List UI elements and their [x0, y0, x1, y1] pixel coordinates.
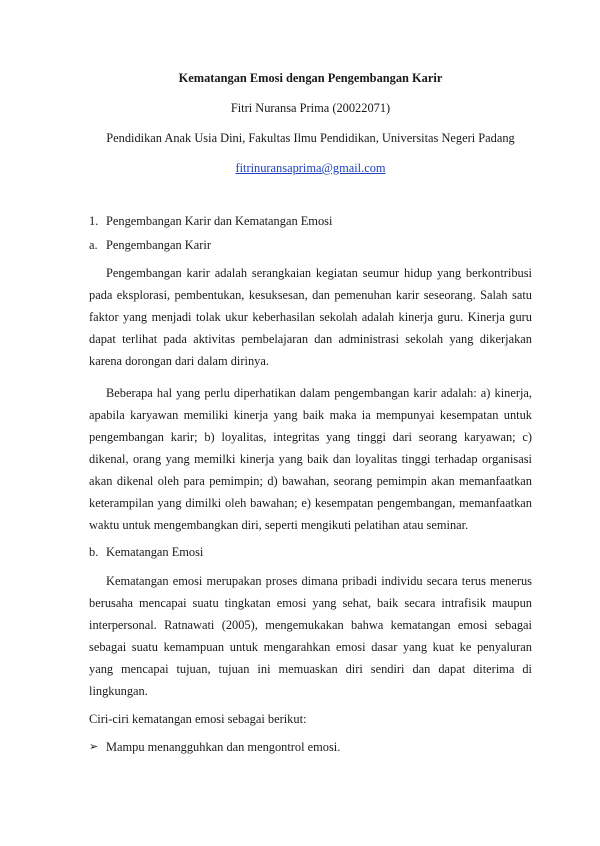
- paragraph-emotional-maturity: Kematangan emosi merupakan proses dimana pribadi individu secara terus menerus berusaha mencapai suatu tingkatan emosi yang sehat, baik secara intrafisik maupun interpersonal. Ratnawati (2005), mengemukakan bahwa kematangan emosi sebagai sebagai suatu kemampuan untuk mengarahkan emosi dasar yang kuat ke penyaluran yang mencapai tujuan, tujuan ini memuaskan diri sendiri dan dapat diterima di lingkungan.: [89, 574, 532, 698]
- email-line: [89, 160, 532, 176]
- arrow-bullet-icon: ➢: [89, 740, 99, 753]
- subsection-heading-b: [89, 544, 532, 560]
- subsection-letter: b.: [89, 545, 99, 559]
- paper-title: Kematangan Emosi dengan Pengembangan Karir: [178, 71, 443, 85]
- section-number: 1.: [89, 214, 99, 228]
- subsection-label: Kematangan Emosi: [106, 545, 204, 559]
- list-item: [89, 739, 532, 755]
- section-heading-1: [89, 213, 532, 229]
- subsection-heading-a: [89, 237, 532, 253]
- list-item-text: Mampu menangguhkan dan mengontrol emosi.: [106, 740, 341, 754]
- document-page: [0, 70, 600, 846]
- section-label: Pengembangan Karir dan Kematangan Emosi: [106, 214, 333, 228]
- paragraph-career-factors: Beberapa hal yang perlu diperhatikan dalam pengembangan karir adalah: a) kinerja, apabila karyawan memiliki kinerja yang baik maka ia mempunyai kesempatan untuk pengembangan karir; b) loyalitas, integritas yang tinggi dari seorang karyawan; c) dikenal, orang yang memilki kinerja yang baik dan loyalitas tinggi terhadap organisasi akan dikenal oleh para pemimpin; d) bawahan, seorang pemimpin akan memanfaatkan keterampilan yang dimilki oleh bawahan; e) kesempatan pengembangan, memanfaatkan waktu untuk mengembangkan diri, seperti mengikuti pelatihan atau seminar.: [89, 386, 532, 532]
- email-link[interactable]: fitrinuransaprima@gmail.com: [235, 161, 386, 175]
- subsection-letter: a.: [89, 238, 98, 252]
- paragraph-career-definition: Pengembangan karir adalah serangkaian kegiatan seumur hidup yang berkontribusi pada eksplorasi, pembentukan, kesuksesan, dan pemenuhan karir seseorang. Salah satu faktor yang menjadi tolak ukur keberhasilan sekolah adalah kinerja guru. Kinerja guru dapat terlihat pada aktivitas pembelajaran dan administrasi sekolah yang dikerjakan karena dorongan dari dalam dirinya.: [89, 266, 532, 368]
- affiliation-line: Pendidikan Anak Usia Dini, Fakultas Ilmu Pendidikan, Universitas Negeri Padang: [106, 131, 515, 145]
- author-line: Fitri Nuransa Prima (20022071): [230, 101, 391, 115]
- subsection-label: Pengembangan Karir: [106, 238, 211, 252]
- characteristics-intro: Ciri-ciri kematangan emosi sebagai berikut:: [89, 712, 307, 726]
